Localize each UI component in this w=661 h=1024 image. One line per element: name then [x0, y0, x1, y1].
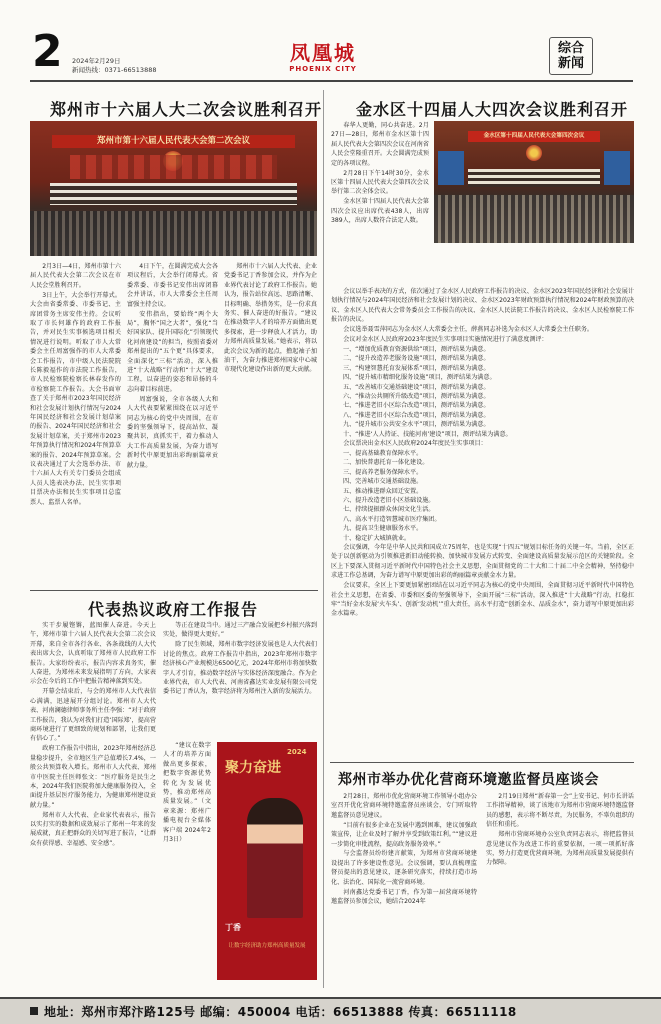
footer-contact: 地址：郑州市郑汴路125号 邮编：450004 电话：66513888 传真：66511118 [44, 1005, 517, 1019]
article3-intro: 春华人更勤，同心共奋进。2月27日—28日，郑州市金水区第十四届人民代表大会第四次会议在河南省人民会堂隆重召开。大会圆满完成预定的各项议程。 2月28日下午14时30分，金水区第十四届人民代表大会第四次会议举行第二次全体会议。 金水区第十四届人民代表大会第四次会议应出席代表438人，出席389人，出席人数符合法定人数。 [331, 122, 429, 225]
article1-col1: 2月3日—4日，郑州市第十六届人民代表大会第二次会议在市人民会堂胜利召开。 3日上午，大会举行开幕式。大会由省委常委、市委书记、主席团常务主席安伟主持。会议听取了市长何雄作的政府工作报告，并对民生实事候选项目相关情况进行说明。听取了市人大常委会主任周富强作的市人大常委会工作报告，市中级人民法院院长陈毅福作的市法院工作报告，市人民检察院检察长林春发作的市检察院工作报告。大会书面审查了关于郑州市2023年国民经济和社会发展计划执行情况与2024年国民经济和社会发展计划草案的报告、2024年国民经济和社会发展计划草案，关于郑州市2023年预算执行情况和2024年预算草案的报告、2024年预算草案。会议表决通过了大会选举办法、市十六届人大有关专门委员会组成人员人选表决办法、民生实事项目票决办法和民生实事项目总监票人、监票人名单。 [30, 263, 121, 506]
article2-col1: 实干步履铿锵，蓝图催人奋进。今天上午，郑州市第十六届人民代表大会第二次会议开幕，来自全市各行各业、各条战线的人大代表出席大会，认真听取了郑州市人民政府工作报告。大家纷纷表示，报告内容求真务实，催人奋进，为郑州未来发展指明了方向，大家表示会在今后的工作中把报告精神落到实处。 开幕会结束后，与会的郑州市人大代表信心满满，迅速展开分组讨论。郑州市人大代表、河南澜德律师事务所主任李强：“对于政府工作报告，我认为对我们打造‘国际郑’，提高营商环境进行了更细致的规划和部署，让我们更有信心了。” 政府工作报告中指出，2023年郑州经济总量稳步提升，全市地区生产总值增长7.4%，一般公共预算收入增长。郑州市人大代表、郑州市中医院主任医师张文：“医疗服务是民生之本，2024年我们医院将加大健康服务投入，全面提升基层医疗服务能力，为健康郑州建设贡献力量。” 郑州市人大代表、企业家代表表示，报告以实打实的数据和成效展示了郑州一年来的发展成就，真正把群众的关切写进了报告，“让群众有获得感、幸福感、安全感”。 [30, 622, 156, 847]
article4-col1: 2月28日，郑州市优化营商环境工作领导小组办公室召开优化营商环境特邀监督员座谈会，专门听取特邀监督员意见建议。 “目前有很多企业在发展中遇到困难，建议加强政策宣传，让企业及时了解并享受到政策红利。”“建议进一步简化审批流程，提高政务服务效率。” 与会监督员纷纷建言献策，为郑州市营商环境建设提出了许多建设性意见。会议强调，要认真梳理监督员提出的意见建议，逐条研究落实，持续打造市场化、法治化、国际化一流营商环境。 河南鑫达党委书记丁香，作为第一届营商环境特邀监督员参加会议，她结合2024年 [331, 793, 477, 905]
photo-npc-session [30, 121, 317, 256]
jinshui-screen-left [438, 151, 464, 185]
section-label-2: 新闻 [557, 56, 584, 71]
section-badge [549, 37, 593, 75]
article2-col2-top: 等正在建设当中。通过三产融合发展把乡村振兴落到实处，做得更大更好。” 除了民生领域，郑州市数字经济发展也是人大代表们讨论的焦点。政府工作报告中指出，2023年郑州市数字经济核心产业规模达6500亿元，2024年郑州市将加快数字人才引育，推动数字经济与实体经济深度融合。作为企业界代表，市人大代表、河南省鑫达实业发展有限公司党委书记丁香认为，数字经济将为郑州注入新的发展活力。 [163, 622, 317, 696]
footer-bullet-icon [30, 1007, 38, 1015]
logo-cn: 凤凰城 [290, 41, 356, 65]
masthead-divider [30, 80, 633, 82]
jinshui-audience [434, 195, 634, 243]
section-label-1: 综合 [557, 41, 584, 56]
emblem-icon [526, 145, 542, 161]
logo [278, 41, 368, 81]
jinshui-banner: 金水区第十四届人民代表大会第四次会议 [468, 131, 600, 142]
ad-person: 丁香 [225, 923, 241, 932]
article1-col2: 4日下午，在圆满完成大会各项议程后，大会举行闭幕式。省委常委、市委书记安伟出席闭幕会并讲话，市人大常委会主任周富强主持会议。 安伟指出，要始终“两个大局”，胸怀“国之大者”，强化“当好国家队、提升国际化”引领现代化河南建设”的担当，按照省委对郑州提出的“五个更”具体要求，全面深化“三标”活动，深入推进“十大战略”行动和“十大”建设工程，以奋进的姿态和昂扬的斗志向着目标前进。 周富强说，全市各级人大和人大代表要紧紧围绕在以习近平同志为核心的党中央周围，在市委的坚强领导下，提高站位、凝聚共识，真抓实干，着力推动人大工作高质量发展，为奋力谱写新时代中原更加出彩绚丽篇章贡献力量。 [127, 263, 218, 469]
jinshui-podium [468, 169, 600, 187]
red-flags [70, 155, 277, 179]
article2-col2-bottom: “建议在数字人才的培养方面做出更多探索，把数字资源优势转化为发展优势，推动郑州高质量发展。”（文章来源：郑州广播电视台全媒体客户端 2024年2月3日） [163, 742, 211, 844]
headline-business-environment: 郑州市举办优化营商环境邀监督员座谈会 [338, 772, 599, 788]
satisfaction-list: 一、“增加优质教育资源供给”项目，测评结果为满意。 二、“提升改造养老服务设施”项目，测评结果为满意。 三、“构建智慧托育发展体系”项目，测评结果为满意。 四、“提升城市精细化服务设施”项目，测评结果为满意。 五、“改善城市交通基础建设”项目，测评结果为满意。 六、“推动公共厕所升级改造”项目，测评结果为满意。 七、“推进老旧小区综合改造”项目，测评结果为满意。 八、“推进老旧小区综合改造”项目，测评结果为满意。 九、“提升城市公共安全水平”项目，测评结果为满意。 十、“推进‘人人持证、技能河南’建设”项目，测评结果为满意。 [343, 345, 512, 438]
article4-col2: 2月19日郑州“新春第一会”上安书记、何市长讲话工作指导精神，谈了该地市为郑州市营商环境特邀监督员的感想，表示将不断尽责，为民服务，不辜负组织的信任和重托。 郑州市营商环境办公室负责同志表示，将把监督员意见建议作为改进工作的重要依据，一项一项抓好落实，努力打造更优营商环境，为郑州高质量发展提供有力保障。 [486, 793, 634, 867]
podium-rows [50, 183, 297, 205]
audience [30, 211, 317, 256]
article3-body: 会议以举手表决的方式，依次通过了金水区人民政府工作报告的决议、金水区2023年国民经济和社会发展计划执行情况与2024年国民经济和社会发展计划的决议、金水区2023年财政预算执行情况和2024年财政预算的决议、金水区人民代表大会常务委员会工作报告的决议、金水区人民法院工作报告的决议、金水区人民检察院工作报告的决议。 会议选举聂雪萍同志为金水区人大常委会主任，薛燕同志补选为金水区人大常委会主任职务。 会议对金水区人民政府2023年度民生实事项目实施情况进行了满意度测评： 一、“增加优质教育资源供给”项目，测评结果为满意。 二、“提升改造养老服务设施”项目，测评结果为满意。 三、“构建智慧托育发展体系”项目，测评结果为满意。 四、“提升城市精细化服务设施”项目，测评结果为满意。 五、“改善城市交通基础建设”项目，测评结果为满意。 六、“推动公共厕所升级改造”项目，测评结果为满意。 七、“推进老旧小区综合改造”项目，测评结果为满意。 八、“推进老旧小区综合改造”项目，测评结果为满意。 九、“提升城市公共安全水平”项目，测评结果为满意。 十、“推进‘人人持证、技能河南’建设”项目，测评结果为满意。 会议票决出金水区人民政府2024年度民生实事项目： 一、提高基础教育保障水平。 二、加快普惠托育一体化建设。 三、提高养老服务保障水平。 四、完善城市交通基础设施。 五、推动推进群众回迁安置。 六、提升改造老旧小区基础设施。 七、持续提振群众休闲文化生活。 八、高水平打造智慧城市医疗集团。 九、提高卫生健康服务水平。 十、稳定扩大城镇就业。 会议强调，今年是中华人民共和国成立75周年，也是实现“十四五”规划目标任务的关键一年。当前，全区正处于以创新驱动为引领推进新旧动能转换、加快城市发展方式转变、全面建设高质量发展示范区的关键阶段。全区上下要深入贯彻习近平新时代中国特色社会主义思想，全面贯彻党的二十大和二十届二中全会精神，坚持稳中求进工作总基调，为奋力谱写中原更加出彩的绚丽篇章贡献金水力量。 会议要求，全区上下要更加紧密团结在以习近平同志为核心的党中央周围，全面贯彻习近平新时代中国特色社会主义思想，在省委、市委和区委的坚强领导下，全面开展“三标”活动，深入推进“十大战略”行动，扛稳扛牢“当好金水发展‘火车头’、创新‘发动机’”重大责任，高水平打造“创新金水、品质金水”，奋力谱写中原更加出彩金水篇章。 [331, 288, 634, 618]
logo-en: PHOENIX CITY [289, 65, 357, 73]
footer [0, 997, 661, 1024]
masthead [0, 0, 661, 82]
page-number: 2 [32, 26, 63, 77]
ad-title: 聚力奋进 [225, 760, 281, 776]
projects-list: 一、提高基础教育保障水平。 二、加快普惠托育一体化建设。 三、提高养老服务保障水平。 四、完善城市交通基础设施。 五、推动推进群众回迁安置。 六、提升改造老旧小区基础设施。 七、持续提振群众休闲文化生活。 八、高水平打造智慧城市医疗集团。 九、提高卫生健康服务水平。 十、稳定扩大城镇就业。 [343, 449, 441, 542]
headline-zhengzhou-npc: 郑州市十六届人大二次会议胜利召开 [50, 100, 323, 119]
ad-poster [217, 742, 317, 980]
headline-jinshui-npc: 金水区十四届人大四次会议胜利召开 [356, 100, 629, 119]
photo-jinshui-session [434, 121, 634, 243]
issue-date: 2024年2月29日 [72, 57, 121, 65]
ad-portrait [247, 798, 303, 918]
session-banner: 郑州市第十六届人民代表大会第二次会议 [52, 135, 295, 148]
center-column-rule [323, 90, 324, 988]
ad-year: 2024 [287, 748, 307, 756]
jinshui-screen-right [604, 151, 630, 185]
article1-col3: 郑州市十六届人大代表、企业党委书记丁香参加会议，并作为企业界代表讨论了政府工作报告。她认为，报告站位高远、思路清晰、目标明确、举措务实，是一份求真务实、催人奋进的好报告。“建议在推动数字人才的培养方面做出更多探索，进一步释放人才活力，助力郑州高质量发展。”她表示，将以此次会议为新的起点，撸起袖子加油干，为奋力推进郑州国家中心城市现代化建设作出新的更大贡献。 [224, 263, 317, 374]
headline-government-report: 代表热议政府工作报告 [88, 600, 259, 619]
divider-right-mid [330, 762, 634, 763]
editor-phone: 新闻热线：0371-66513888 [72, 66, 157, 74]
divider-left-mid [30, 590, 318, 591]
ad-slogan: 让数字经济助力郑州高质量发展 [228, 943, 306, 949]
